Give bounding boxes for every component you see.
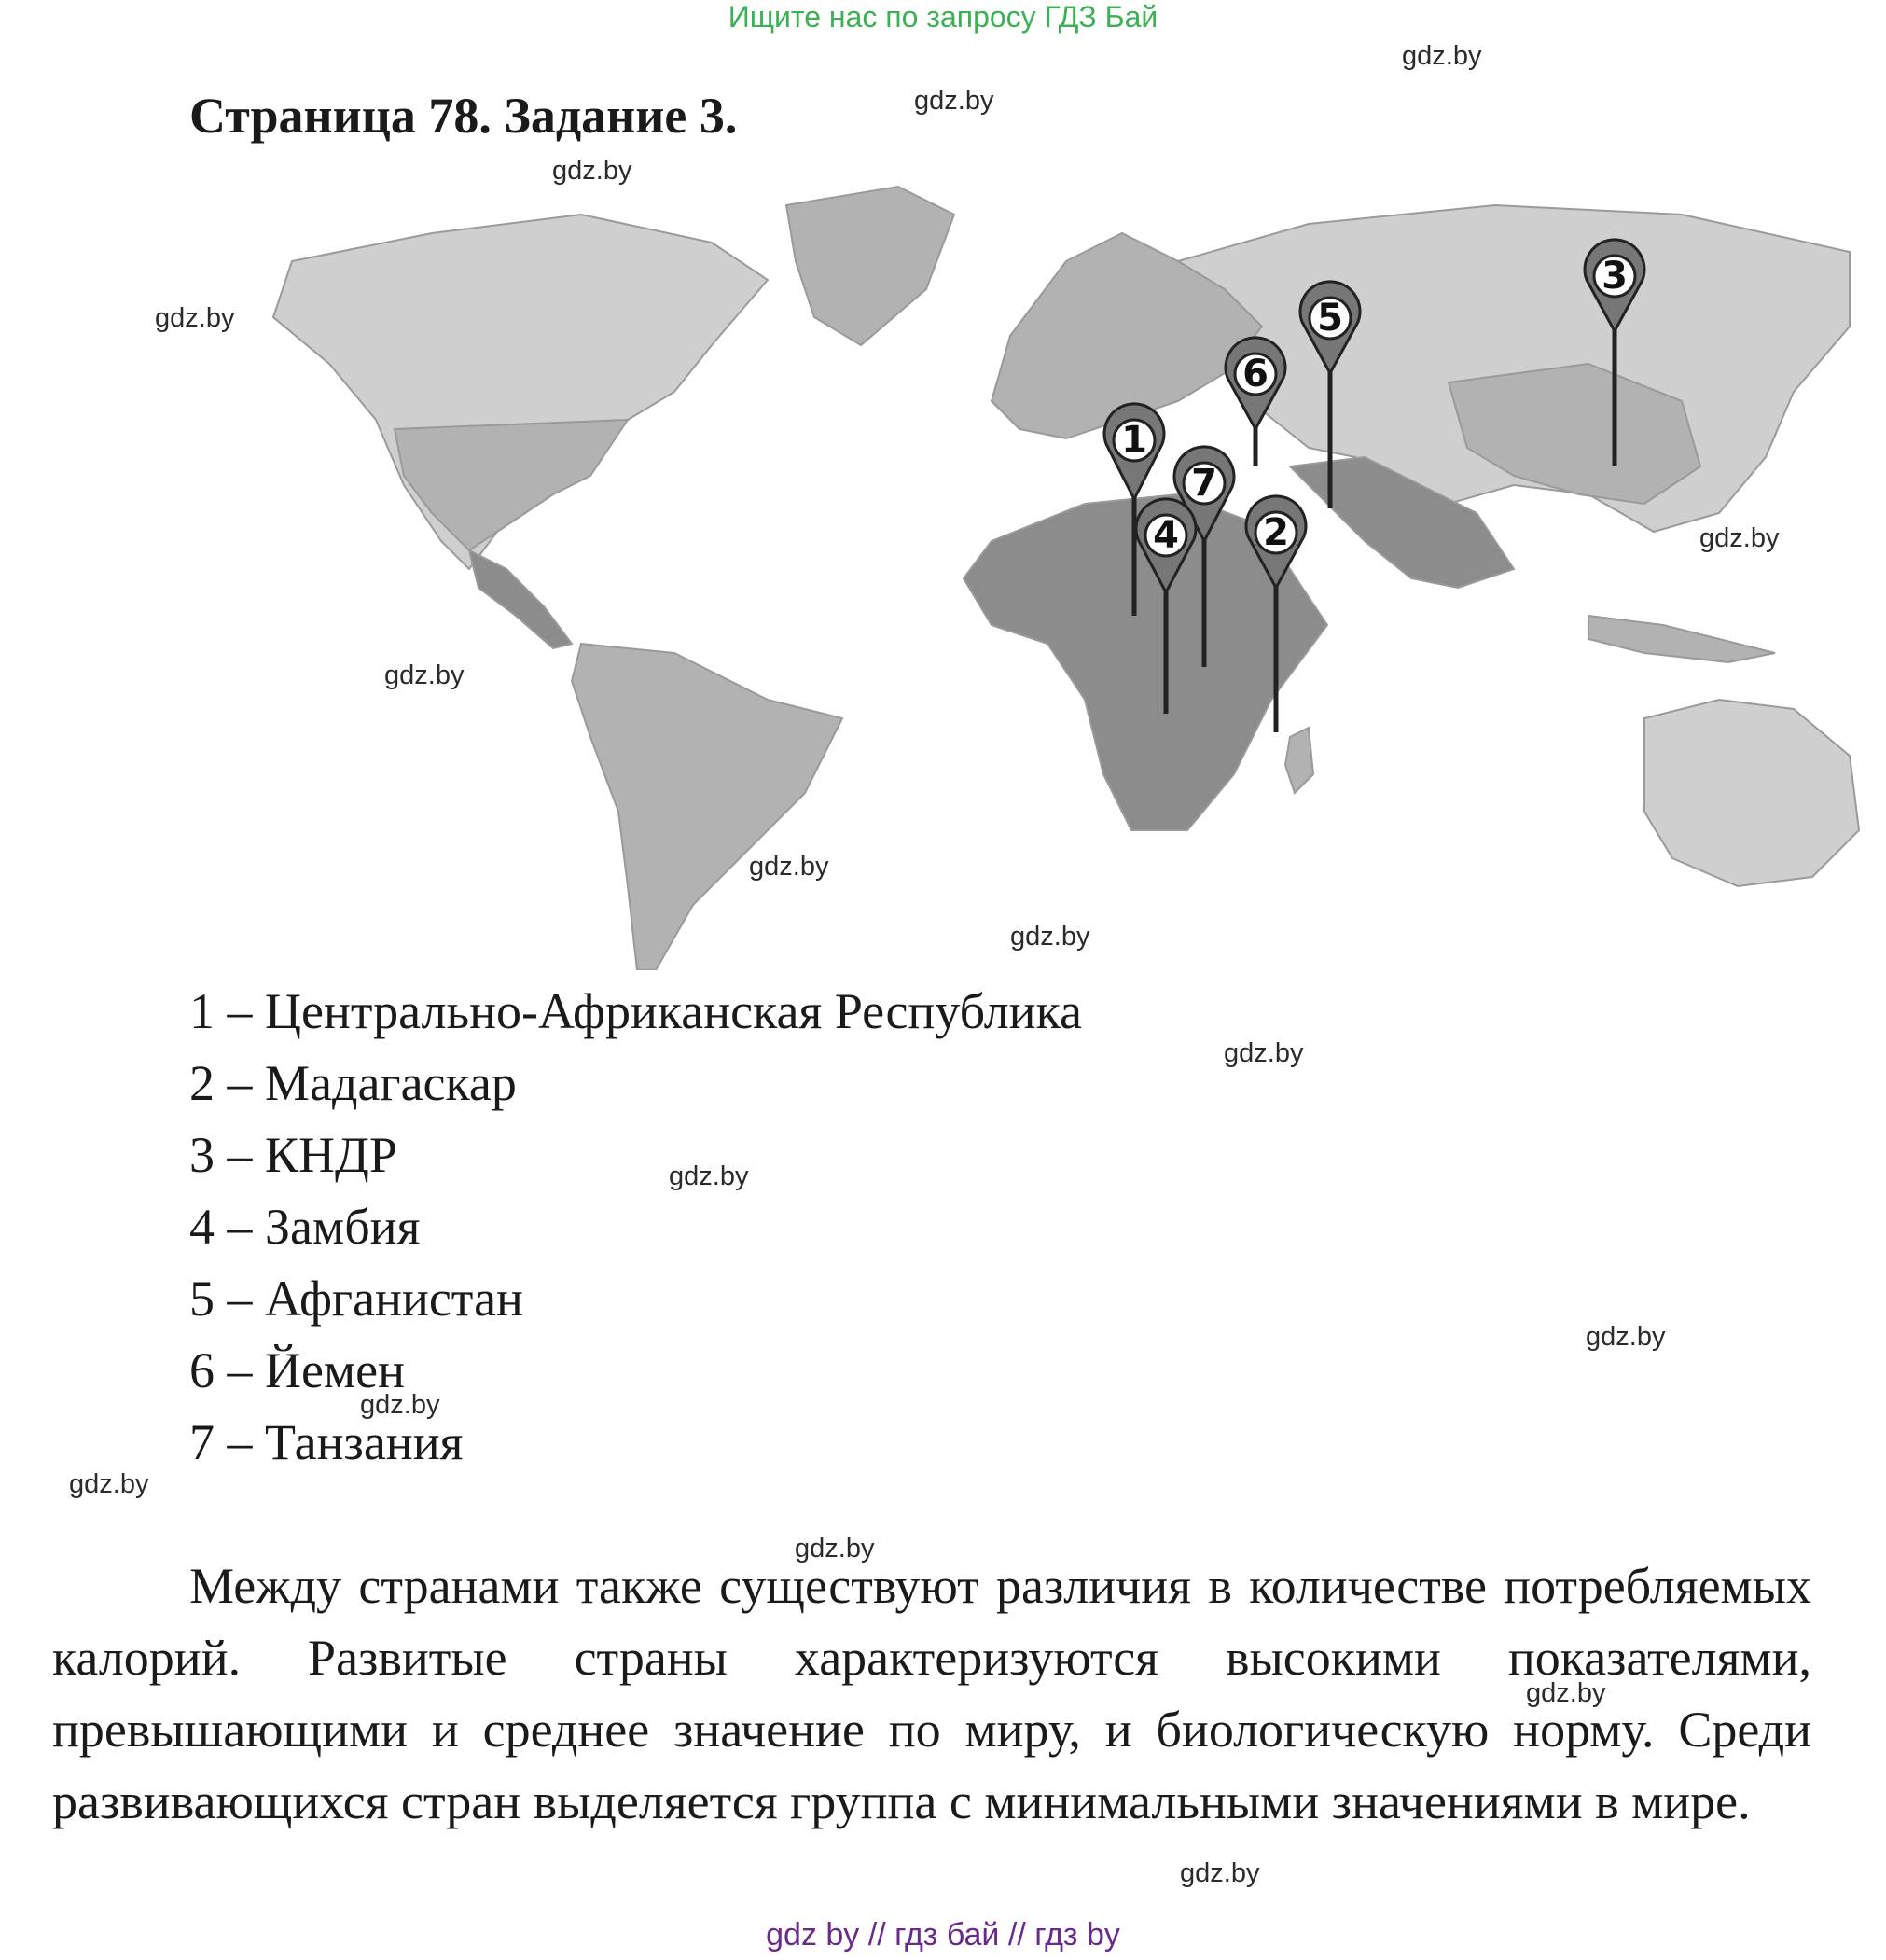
footer-links[interactable]: gdz by // гдз бай // гдз by	[766, 1917, 1120, 1953]
watermark: gdz.by	[1402, 41, 1482, 71]
watermark: gdz.by	[1180, 1858, 1260, 1888]
legend-item: 1 – Центрально-Африканская Республика	[189, 983, 1082, 1039]
pin-label: 7	[1191, 462, 1217, 505]
pin-label: 6	[1242, 353, 1269, 396]
greenland-shape	[786, 187, 954, 345]
watermark: gdz.by	[914, 86, 994, 116]
legend-item: 7 – Танзания	[189, 1414, 464, 1470]
watermark: gdz.by	[669, 1161, 749, 1191]
body-paragraph: Между странами также существуют различия в количестве потребляемых калорий. Развитые страны характеризуются высокими показателями, превышающими и среднее значение по миру, и биологическую норму. Среди развивающихся стран выделяется группа с минимальными значениями в мире.	[52, 1558, 1811, 1829]
legend-item: 4 – Замбия	[189, 1199, 421, 1255]
central-america-shape	[469, 550, 572, 648]
world-map	[189, 177, 1868, 970]
pin-label: 2	[1263, 511, 1289, 554]
legend-item: 2 – Мадагаскар	[189, 1055, 517, 1111]
pin-label: 5	[1317, 297, 1343, 340]
indonesia-shape	[1588, 616, 1775, 662]
watermark: gdz.by	[1010, 922, 1090, 952]
top-banner[interactable]: Ищите нас по запросу ГДЗ Бай	[728, 0, 1158, 34]
usa-shape	[395, 420, 628, 550]
watermark: gdz.by	[749, 852, 829, 882]
watermark: gdz.by	[360, 1390, 440, 1420]
watermark: gdz.by	[1699, 523, 1780, 553]
watermark: gdz.by	[795, 1534, 875, 1564]
australia-shape	[1644, 700, 1859, 886]
pin-label: 3	[1602, 255, 1628, 298]
watermark: gdz.by	[384, 660, 465, 690]
watermark: gdz.by	[1526, 1678, 1606, 1708]
watermark: gdz.by	[1224, 1038, 1304, 1068]
watermark: gdz.by	[155, 303, 235, 333]
legend-item: 6 – Йемен	[189, 1342, 406, 1398]
watermark: gdz.by	[1586, 1322, 1666, 1352]
watermark: gdz.by	[69, 1469, 149, 1499]
south-america-shape	[572, 644, 842, 970]
page-title: Страница 78. Задание 3.	[189, 88, 738, 144]
pin-label: 1	[1121, 419, 1147, 462]
madagascar-shape	[1285, 728, 1313, 793]
legend-item: 3 – КНДР	[189, 1127, 397, 1183]
watermark: gdz.by	[552, 156, 632, 186]
country-legend	[189, 976, 1082, 1479]
pin-label: 4	[1153, 514, 1179, 557]
legend-item: 5 – Афганистан	[189, 1271, 523, 1327]
